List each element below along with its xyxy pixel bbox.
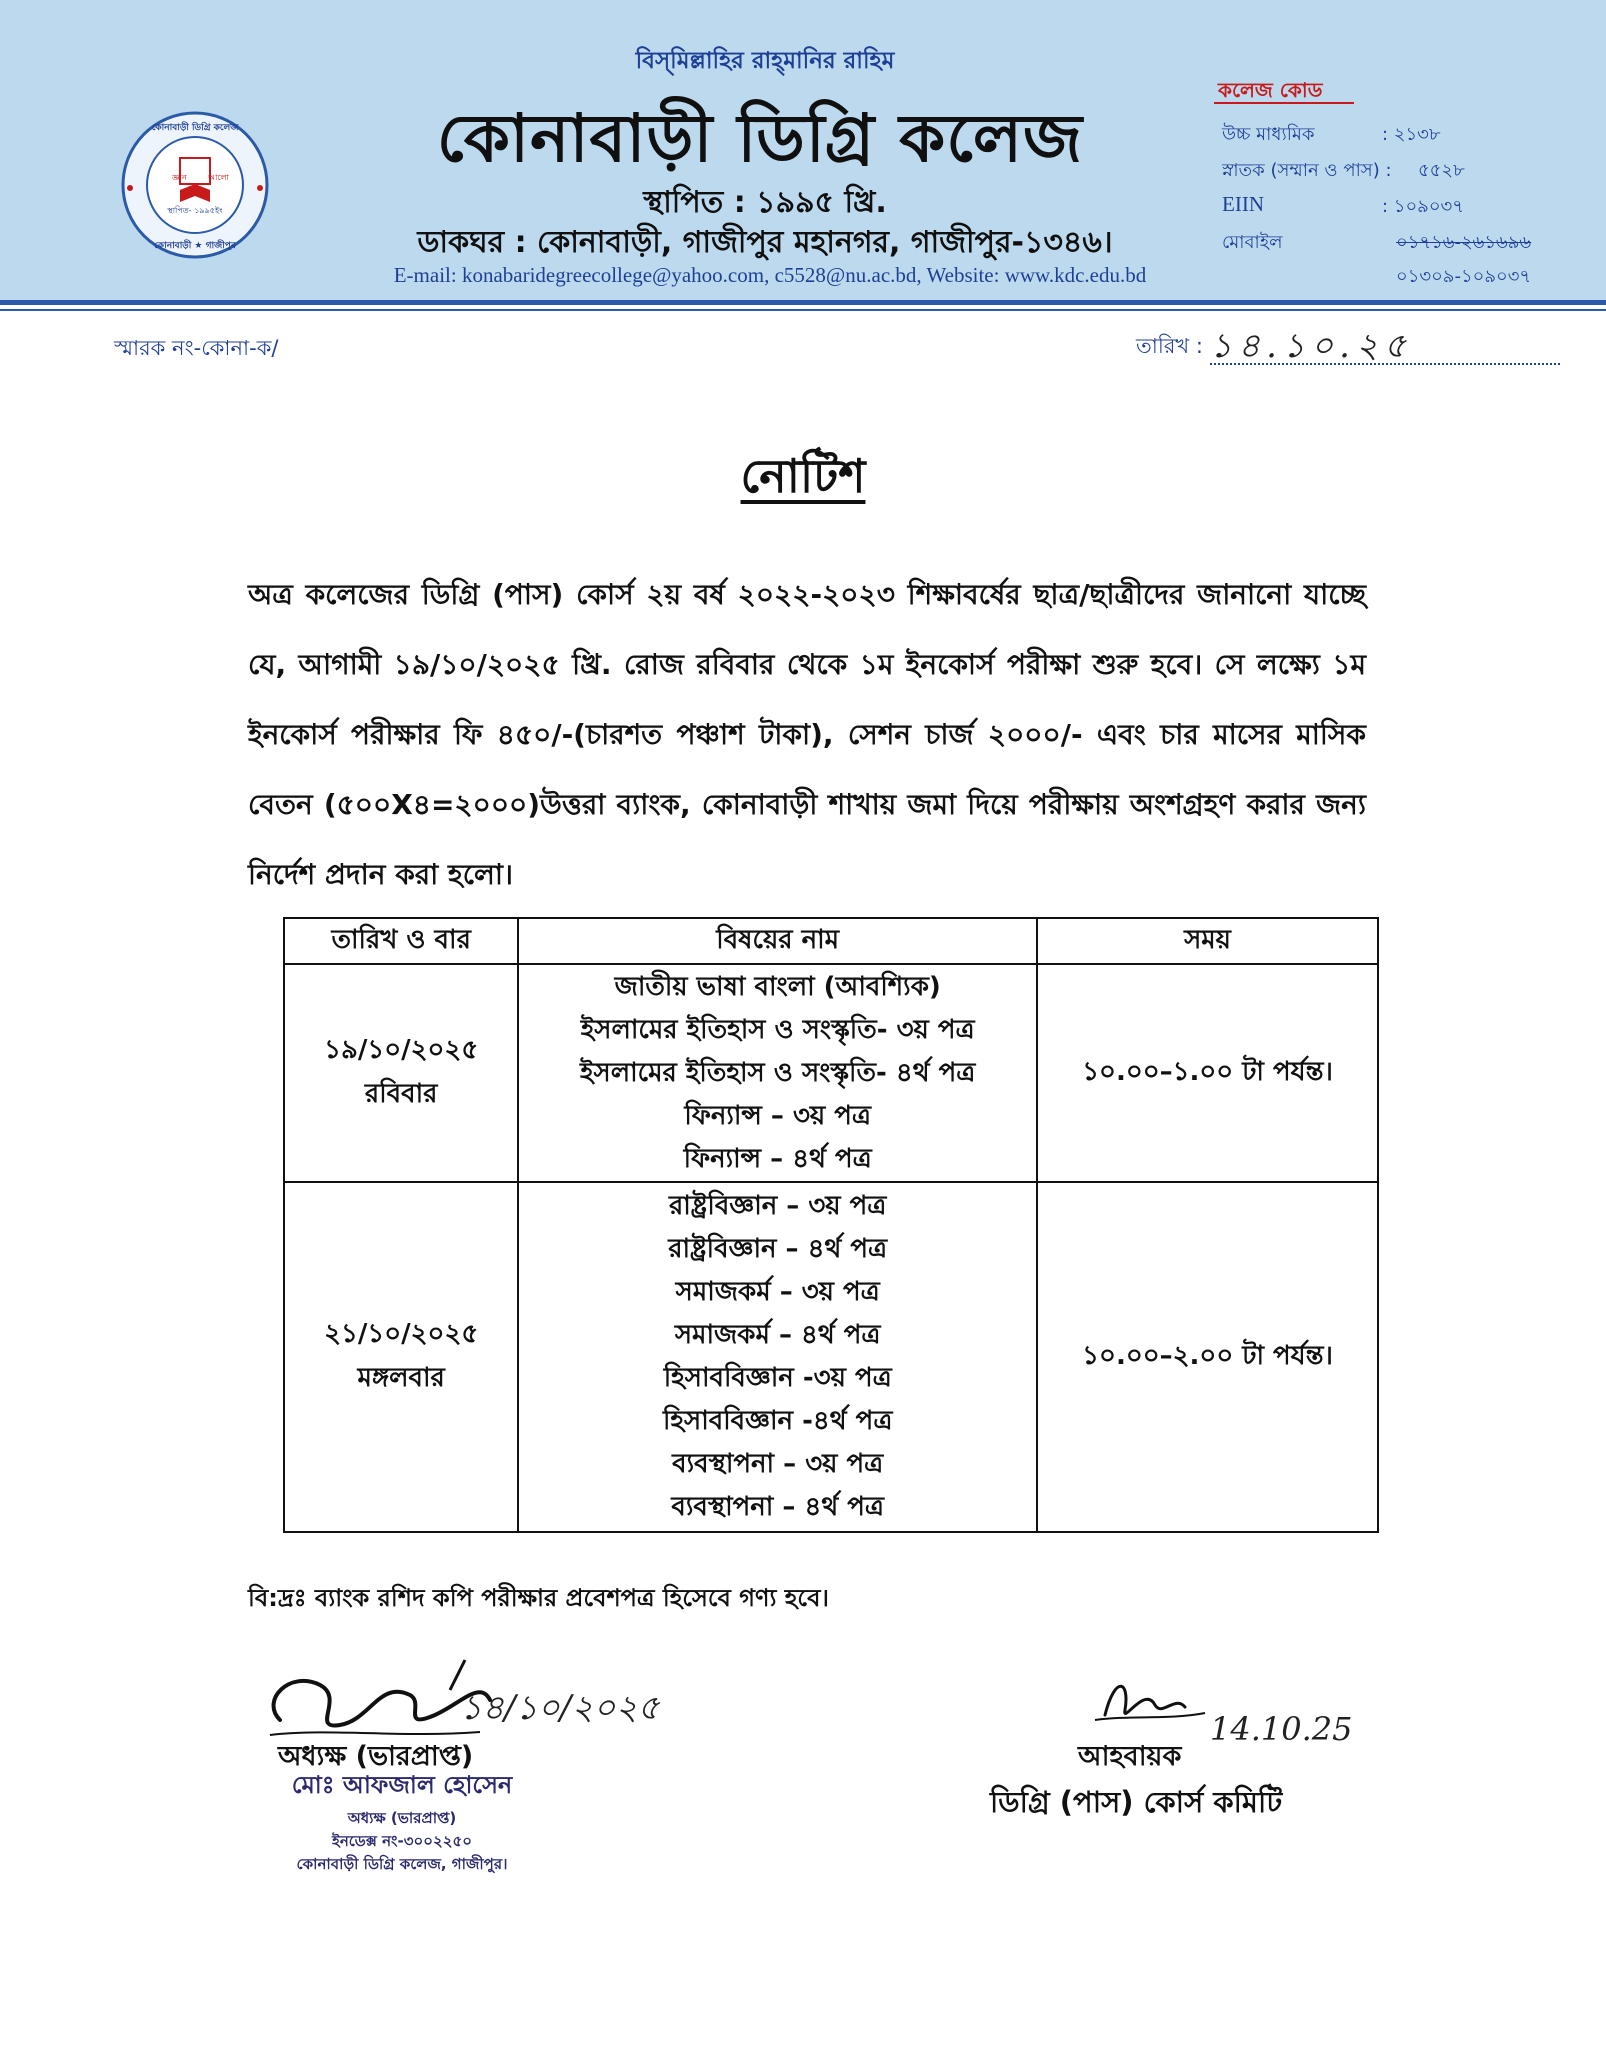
committee-name: ডিগ্রি (পাস) কোর্স কমিটি: [990, 1785, 1283, 1819]
subject-item: ফিন্যান্স – ৩য় পত্র: [684, 1100, 871, 1131]
subject-list: [518, 964, 1037, 1182]
subject-item: ইসলামের ইতিহাস ও সংস্কৃতি- ৩য় পত্র: [580, 1014, 975, 1045]
table-header-row: [284, 918, 1378, 964]
subject-item: জাতীয় ভাষা বাংলা (আবশ্যিক): [614, 971, 941, 1002]
code-label: স্নাতক (সম্মান ও পাস) :: [1222, 160, 1392, 181]
exam-date-cell: [284, 964, 518, 1182]
notice-title: নোটিশ: [740, 449, 866, 503]
principal-stamp: [252, 1765, 552, 1885]
handwritten-date: ১৪.১০.২৫: [1210, 326, 1413, 366]
header-subject: বিষয়ের নাম: [518, 918, 1037, 964]
subject-item: হিসাববিজ্ঞান -৪র্থ পত্র: [662, 1406, 893, 1436]
stamp-title: অধ্যক্ষ (ভারপ্রাপ্ত): [347, 1809, 457, 1827]
code-row-hsc: [1222, 120, 1582, 150]
code-row-mobile-2: [1222, 262, 1582, 292]
memo-number: স্মারক নং-কোনা-ক/: [114, 336, 279, 360]
subject-item: রাষ্ট্রবিজ্ঞান – ৩য় পত্র: [669, 1191, 887, 1221]
subject-item: সমাজকর্ম – ৪র্থ পত্র: [674, 1320, 881, 1350]
principal-signature-date: ১৪/১০/২০২৫: [460, 1688, 660, 1728]
logo-estd-text: স্থাপিত- ১৯৯৫ইং: [167, 206, 223, 215]
logo-right-text: আলো: [208, 173, 229, 182]
code-value: ৫৫২৮: [1418, 160, 1465, 181]
notice-body: অত্র কলেজের ডিগ্রি (পাস) কোর্স ২য় বর্ষ ২০২২-২০২৩ শিক্ষাবর্ষের ছাত্র/ছাত্রীদের জানানো যাচ্ছে যে, আগামী ১৯/১০/২০২৫ খ্রি. রোজ রবিবার থেকে ১ম ইনকোর্স পরীক্ষা শুরু হবে। সে লক্ষ্যে ১ম ইনকোর্স পরীক্ষার ফি ৪৫০/-(চারশত পঞ্চাশ টাকা), সেশন চার্জ ২০০০/- এবং চার মাসের মাসিক বেতন (৫০০X৪=২০০০)উত্তরা ব্যাংক, কোনাবাড়ী শাখায় জমা দিয়ে পরীক্ষায় অংশগ্রহণ করার জন্য নির্দেশ প্রদান করা হলো।: [248, 578, 1366, 891]
exam-time: ১০.০০–২.০০ টা পর্যন্ত।: [1037, 1182, 1378, 1532]
code-row-eiin: [1222, 192, 1582, 222]
subject-list: [518, 1182, 1037, 1532]
stamp-name: মোঃ আফজাল হোসেন: [291, 1771, 513, 1799]
subject-item: ব্যবস্থাপনা – ৪র্থ পত্র: [671, 1492, 884, 1522]
stamp-index: ইনডেক্স নং-৩০০২২৫০: [332, 1832, 472, 1850]
subject-item: ব্যবস্থাপনা – ৩য় পত্র: [672, 1449, 884, 1479]
stamp-college: কোনাবাড়ী ডিগ্রি কলেজ, গাজীপুর।: [296, 1855, 508, 1873]
logo-bottom-text: কোনাবাড়ী ★ গাজীপুর: [154, 241, 236, 251]
code-value: : ১০৯০৩৭: [1382, 196, 1464, 217]
exam-date-cell: [284, 1182, 518, 1532]
college-logo: [120, 110, 270, 260]
subject-item: রাষ্ট্রবিজ্ঞান – ৪র্থ পত্র: [668, 1234, 888, 1264]
footnote: বি:দ্রঃ ব্যাংক রশিদ কপি পরীক্ষার প্রবেশপত্র হিসেবে গণ্য হবে।: [248, 1584, 830, 1612]
logo-top-text: কোনাবাড়ী ডিগ্রি কলেজ: [151, 123, 239, 133]
convener-title: আহবায়ক: [1078, 1741, 1182, 1772]
date-label: তারিখ :: [1136, 334, 1203, 358]
college-code-title: কলেজ কোড: [1218, 78, 1323, 102]
bismillah: বিস্‌মিল্লাহির রাহ্‌মানির রাহিম: [635, 48, 895, 74]
exam-day: মঙ্গলবার: [357, 1363, 445, 1393]
header-date-day: তারিখ ও বার: [284, 918, 518, 964]
code-value-struck: ০১৭১৬-২৬১৬৯৬: [1396, 232, 1532, 253]
principal-title: অধ্যক্ষ (ভারপ্রাপ্ত): [278, 1741, 474, 1772]
subject-item: ইসলামের ইতিহাস ও সংস্কৃতি- ৪র্থ পত্র: [580, 1057, 976, 1088]
exam-schedule-table: [283, 917, 1379, 1533]
subject-item: হিসাববিজ্ঞান -৩য় পত্র: [663, 1363, 892, 1393]
table-row: [284, 1182, 1378, 1532]
established-year: স্থাপিত : ১৯৯৫ খ্রি.: [643, 185, 887, 220]
code-row-degree: [1222, 156, 1582, 186]
exam-day: রবিবার: [364, 1079, 438, 1109]
exam-time: ১০.০০–১.০০ টা পর্যন্ত।: [1037, 964, 1378, 1182]
subject-item: ফিন্যান্স – ৪র্থ পত্র: [683, 1143, 872, 1174]
header-rule-thin: [0, 309, 1606, 311]
college-name: কোনাবাড়ী ডিগ্রি কলেজ: [436, 100, 1084, 177]
header-time: সময়: [1037, 918, 1378, 964]
contact-info: E-mail: konabaridegreecollege@yahoo.com, c5528@nu.ac.bd, Website: www.kdc.edu.bd: [393, 263, 1147, 287]
code-label: উচ্চ মাধ্যমিক: [1222, 124, 1315, 145]
logo-left-text: জ্ঞান: [172, 173, 187, 182]
convener-signature: [1090, 1665, 1220, 1735]
college-address: ডাকঘর : কোনাবাড়ী, গাজীপুর মহানগর, গাজীপুর-১৩৪৬।: [417, 225, 1113, 260]
exam-date: ১৯/১০/২০২৫: [324, 1035, 479, 1065]
code-label: মোবাইল: [1222, 232, 1283, 253]
table-row: [284, 964, 1378, 1182]
code-label: EIIN: [1222, 192, 1264, 216]
convener-signature-date: 14.10.25: [1210, 1710, 1353, 1748]
college-code-underline: [1214, 102, 1354, 104]
code-row-mobile: [1222, 228, 1582, 258]
subject-item: সমাজকর্ম – ৩য় পত্র: [675, 1277, 880, 1307]
exam-date: ২১/১০/২০২৫: [324, 1319, 479, 1349]
code-value: ০১৩০৯-১০৯০৩৭: [1396, 266, 1532, 287]
code-value: : ২১৩৮: [1382, 124, 1441, 145]
header-rule: [0, 300, 1606, 305]
